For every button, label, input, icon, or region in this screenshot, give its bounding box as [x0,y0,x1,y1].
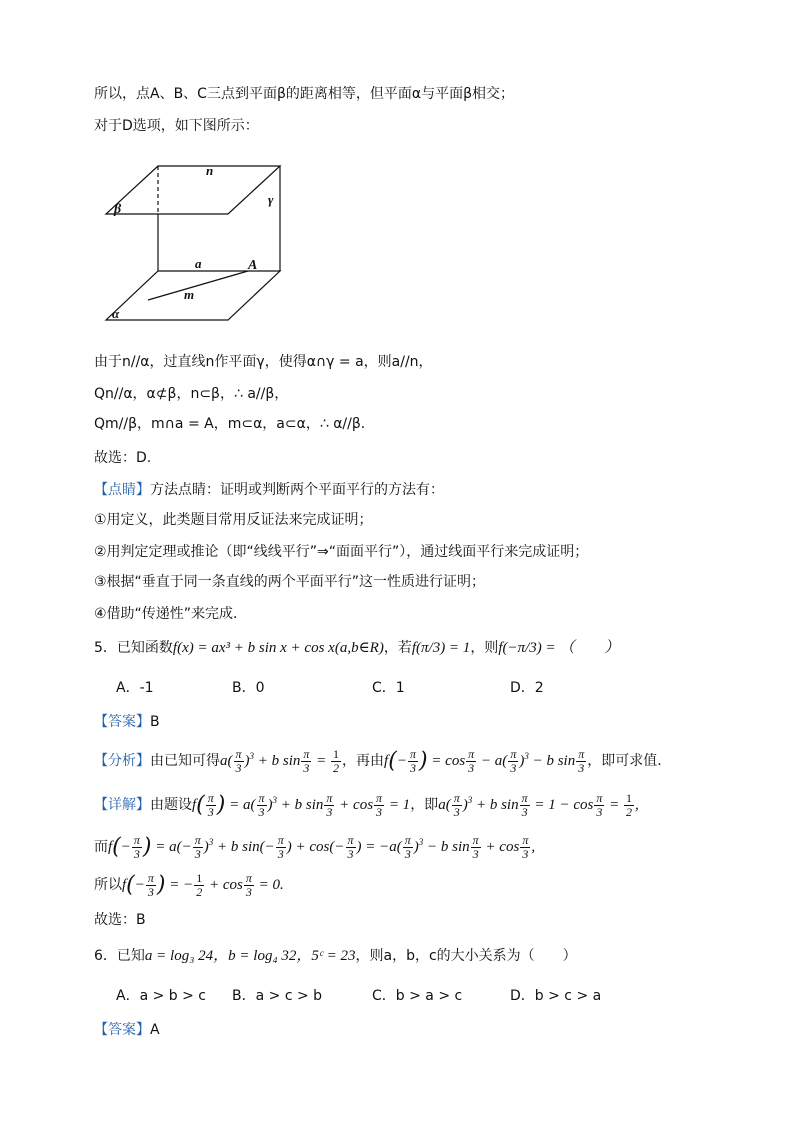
q6-answer-line [94,1020,160,1040]
q5-analysis-prefix: 由已知可得 [150,753,220,769]
line-conclusion-c: 所以，点A、B、C三点到平面β的距离相等，但平面α与平面β相交； [94,86,515,102]
q5-analysis-eq1: a( $\frac{\pi}{3}$ )$^3$ + b sin $\frac{\pi}{3}$ = $\frac{1}{2}$ [220,747,340,776]
label-A: A [248,258,258,273]
line-construct: 由于n//α，过直线n作平面γ，使得α∩γ = a，则a//n， [94,354,433,370]
q5-mid: ，若 [383,640,412,656]
line-option-d-intro: 对于D选项，如下图所示： [94,118,259,134]
method-3: ③根据“垂直于同一条直线的两个平面平行”这一性质进行证明； [94,574,486,590]
q5-analysis-suffix: ，即可求值. [587,753,662,769]
q6-prefix: 6．已知 [94,948,145,964]
q6-option-b: B．a > c > b [232,988,323,1004]
q5-answer: B [150,714,160,730]
q5-detail-tag: 【详解】 [94,797,150,813]
q5-so-eq: f(− $\frac{\pi}{3}$ ) = − $\frac{1}{2}$ + cos $\frac{\pi}{3}$ = 0. [122,871,284,899]
q5-prefix: 5．已知函数 [94,640,173,656]
q5-option-a: A．-1 [116,680,154,696]
q5-then-line [94,832,535,861]
q5-detail-eq2: a( $\frac{\pi}{3}$ )$^3$ + b sin $\frac{\pi}{3}$ = 1 − cos $\frac{\pi}{3}$ = $\frac{1}{2}$ , [438,791,639,820]
q6-option-c: C．b > a > c [372,988,463,1004]
line-a-parallel-beta: Qn//α，α⊄β，n⊂β，∴ a//β， [94,386,289,402]
label-gamma: γ [268,192,274,207]
q5-detail [94,790,639,819]
q5-then-prefix: 而 [94,839,108,855]
tip-text: 方法点睛：证明或判断两个平面平行的方法有： [150,482,444,498]
q5-detail-eq1: f( $\frac{\pi}{3}$ ) = a( $\frac{\pi}{3}$ )$^3$ + b sin $\frac{\pi}{3}$ + cos $\frac{\pi}{3}$ = 1 [192,791,411,820]
line-choose-d: 故选：D. [94,450,152,466]
q6-math: a = log₃ 24，b = log₄ 32，5ᶜ = 23 [144,948,356,964]
q5-answer-line [94,712,160,732]
q6-suffix: ，则a，b，c的大小关系为（ ） [355,948,577,964]
plane-beta [106,166,280,214]
method-4: ④借助“传递性”来完成． [94,606,248,622]
planes-figure [100,158,290,328]
q6-stem [94,946,577,966]
q5-ask: f(−π/3) = （ ） [498,640,620,656]
q5-analysis [94,746,662,775]
label-a: a [195,256,202,271]
q5-so-prefix: 所以 [94,876,122,893]
line-alpha-parallel-beta: Qm//β，m∩a = A，m⊂α，a⊂α，∴ α//β． [94,416,375,432]
q5-option-d: D．2 [510,680,544,696]
q6-option-d: D．b > c > a [510,988,602,1004]
q5-option-c: C．1 [372,680,405,696]
q6-answer: A [150,1022,160,1038]
q5-condition: f(π/3) = 1 [411,640,471,656]
q5-function: f(x) = ax³ + b sin x + cos x(a,b∈R) [172,640,384,656]
q5-so-line [94,872,284,899]
q5-option-b: B．0 [232,680,265,696]
q5-analysis-tag: 【分析】 [94,753,150,769]
q6-answer-tag: 【答案】 [94,1022,150,1038]
q5-stem [94,638,619,658]
line-m [148,271,248,300]
label-m: m [184,287,195,302]
q5-conclusion: 故选：B [94,912,146,928]
q5-then-eq: f(− $\frac{\pi}{3}$ ) = a(− $\frac{\pi}{3}$ )$^3$ + b sin(− $\frac{\pi}{3}$ ) + cos(− $\frac{\pi}{3}$ ) = −a( $\frac{\pi}{3}$ )$^3$ − b sin $\frac{\pi}{3}$ + cos $\frac{\pi}{3}$ , [108,833,536,862]
q5-detail-prefix: 由题设 [150,797,192,813]
q5-then: ，则 [470,640,499,656]
method-1: ①用定义，此类题目常用反证法来完成证明； [94,512,373,528]
label-beta: β [114,202,122,217]
tip-tag: 【点睛】 [94,482,150,498]
method-2: ②用判定定理或推论（即“线线平行”⇒“面面平行”），通过线面平行来完成证明； [94,544,589,560]
q5-answer-tag: 【答案】 [94,714,150,730]
q6-option-a: A．a > b > c [116,988,207,1004]
q5-analysis-mid: ，再由 [342,753,385,769]
label-alpha: α [112,306,120,321]
tip-line [94,480,444,500]
q5-analysis-eq2: f(− $\frac{\pi}{3}$ ) = cos $\frac{\pi}{3}$ − a( $\frac{\pi}{3}$ )$^3$ − b sin $\frac{\pi}{3}$ [384,747,585,776]
q5-detail-mid: ，即 [410,797,439,813]
label-n: n [206,163,214,178]
